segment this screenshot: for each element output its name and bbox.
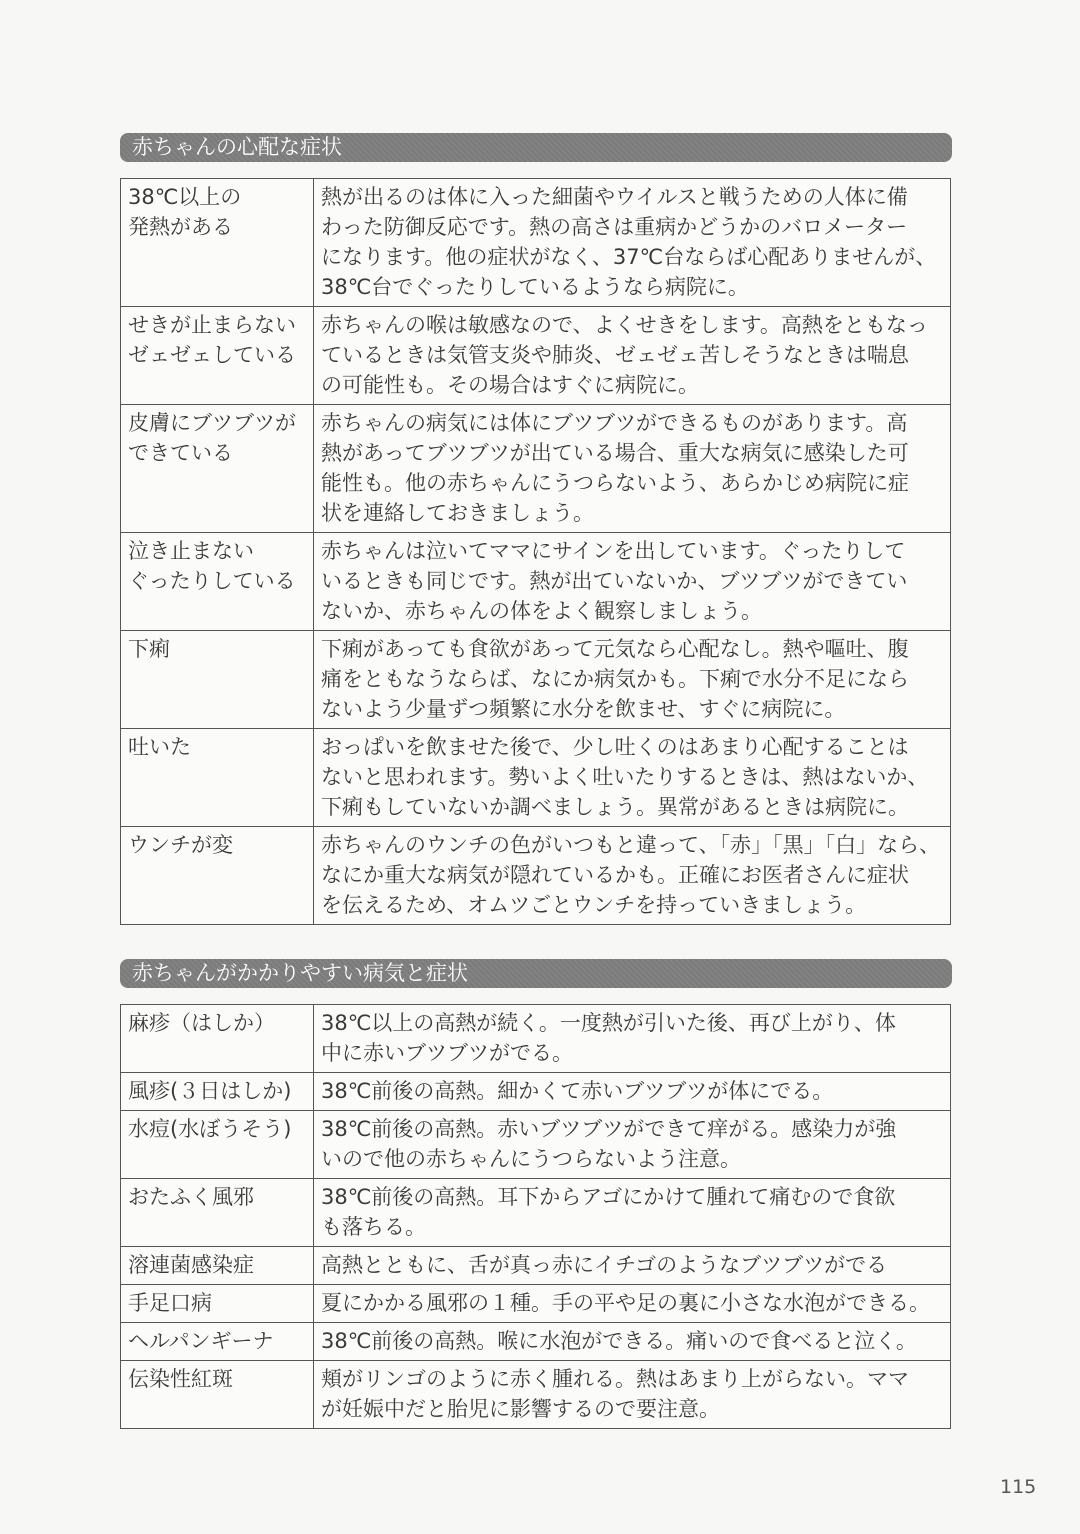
row-description-line: 38℃前後の高熱。喉に水泡ができる。痛いので食べると泣く。 (321, 1329, 917, 1353)
row-description-line: 能性も。他の赤ちゃんにうつらないよう、あらかじめ病院に症 (321, 471, 909, 495)
row-description-line: 38℃前後の高熱。耳下からアゴにかけて腫れて痛むので食欲 (321, 1185, 896, 1209)
row-label (121, 631, 314, 729)
row-description (314, 1247, 951, 1285)
row-label (121, 1361, 314, 1429)
row-label (121, 1285, 314, 1323)
row-description-line: 高熱とともに、舌が真っ赤にイチゴのようなブツブツがでる (321, 1253, 888, 1277)
table-row (121, 533, 951, 631)
row-description-line: おっぱいを飲ませた後で、少し吐くのはあまり心配することは (321, 735, 909, 759)
row-description (314, 827, 951, 925)
row-description (314, 729, 951, 827)
row-description-line: も落ちる。 (321, 1215, 426, 1239)
row-label-line: 溶連菌感染症 (128, 1253, 254, 1277)
table-row (121, 827, 951, 925)
section-common-illnesses (120, 959, 952, 1429)
row-description (314, 1323, 951, 1361)
row-label (121, 827, 314, 925)
row-description-line: の可能性も。その場合はすぐに病院に。 (321, 373, 699, 397)
row-label (121, 1323, 314, 1361)
row-label-line: 下痢 (128, 637, 170, 661)
row-description (314, 1073, 951, 1111)
row-label (121, 307, 314, 405)
row-label-line: 泣き止まない (128, 539, 254, 563)
table-row (121, 1247, 951, 1285)
row-label-line: できている (128, 441, 233, 465)
row-description (314, 533, 951, 631)
row-label (121, 1111, 314, 1179)
row-description (314, 1111, 951, 1179)
row-description-line: 熱があってブツブツが出ている場合、重大な病気に感染した可 (321, 441, 909, 465)
table-row (121, 1005, 951, 1073)
row-label-line: せきが止まらない (128, 313, 296, 337)
row-label-line: 吐いた (128, 735, 191, 759)
table-row (121, 405, 951, 533)
row-description-line: を伝えるため、オムツごとウンチを持っていきましょう。 (321, 893, 867, 917)
row-description-line: が妊娠中だと胎児に影響するので要注意。 (321, 1397, 720, 1421)
row-description-line: なにか重大な病気が隠れているかも。正確にお医者さんに症状 (321, 863, 909, 887)
row-description-line: 下痢もしていないか調べましょう。異常があるときは病院に。 (321, 795, 909, 819)
row-label-line: 水痘(水ぼうそう) (128, 1117, 292, 1141)
row-label-line: おたふく風邪 (128, 1185, 254, 1209)
row-description-line: ないよう少量ずつ頻繁に水分を飲ませ、すぐに病院に。 (321, 697, 846, 721)
row-description-line: 38℃前後の高熱。赤いブツブツができて痒がる。感染力が強 (321, 1117, 897, 1141)
row-label (121, 729, 314, 827)
row-description-line: になります。他の症状がなく、37℃台ならば心配ありませんが、 (321, 245, 937, 269)
row-description-line: 38℃前後の高熱。細かくて赤いブツブツが体にでる。 (321, 1079, 834, 1103)
row-description-line: 夏にかかる風邪の１種。手の平や足の裏に小さな水泡ができる。 (321, 1291, 930, 1315)
row-description-line: 頬がリンゴのように赤く腫れる。熱はあまり上がらない。ママ (321, 1367, 909, 1391)
table-row (121, 1285, 951, 1323)
row-description (314, 405, 951, 533)
row-description-line: 赤ちゃんの病気には体にブツブツができるものがあります。高 (321, 411, 908, 435)
row-description-line: 38℃以上の高熱が続く。一度熱が引いた後、再び上がり、体 (321, 1011, 896, 1035)
row-description (314, 631, 951, 729)
row-label (121, 1005, 314, 1073)
page-number: 115 (1000, 1476, 1037, 1498)
table-row (121, 1323, 951, 1361)
table-row (121, 307, 951, 405)
row-description (314, 1179, 951, 1247)
row-label-line: ぐったりしている (128, 569, 296, 593)
row-label-line: ゼェゼェしている (128, 343, 296, 367)
row-description-line: 赤ちゃんのウンチの色がいつもと違って、「赤」「黒」「白」なら、 (321, 833, 941, 857)
row-description-line: 状を連絡しておきましょう。 (321, 501, 594, 525)
table-row (121, 631, 951, 729)
row-label-line: 麻疹（はしか） (128, 1011, 275, 1035)
row-description-line: 38℃台でぐったりしているようなら病院に。 (321, 275, 749, 299)
table-row (121, 729, 951, 827)
table-row (121, 1073, 951, 1111)
row-description-line: 痛をともなうならば、なにか病気かも。下痢で水分不足になら (321, 667, 909, 691)
row-description-line: ているときは気管支炎や肺炎、ゼェゼェ苦しそうなときは喘息 (321, 343, 909, 367)
row-label (121, 533, 314, 631)
row-label (121, 179, 314, 307)
row-label-line: 風疹(３日はしか) (128, 1079, 292, 1103)
row-description-line: 下痢があっても食欲があって元気なら心配なし。熱や嘔吐、腹 (321, 637, 909, 661)
symptoms-table (120, 178, 951, 925)
section-heading: 赤ちゃんの心配な症状 (120, 133, 952, 162)
row-description (314, 1285, 951, 1323)
row-description (314, 179, 951, 307)
row-label-line: 手足口病 (128, 1291, 212, 1315)
row-label-line: 皮膚にブツブツが (128, 411, 296, 435)
illnesses-table (120, 1004, 951, 1429)
row-description (314, 1005, 951, 1073)
section-baby-worrying-symptoms (120, 133, 952, 925)
row-description-line: 赤ちゃんの喉は敏感なので、よくせきをします。高熱をともなっ (321, 313, 928, 337)
row-description-line: ないか、赤ちゃんの体をよく観察しましょう。 (321, 599, 762, 623)
row-label (121, 1247, 314, 1285)
row-label-line: 発熱がある (128, 215, 233, 239)
table-row (121, 1111, 951, 1179)
row-label (121, 1073, 314, 1111)
row-description-line: 赤ちゃんは泣いてママにサインを出しています。ぐったりして (321, 539, 906, 563)
table-row (121, 1361, 951, 1429)
row-label-line: 伝染性紅斑 (128, 1367, 233, 1391)
row-description-line: いので他の赤ちゃんにうつらないよう注意。 (321, 1147, 741, 1171)
row-label-line: ヘルパンギーナ (128, 1329, 274, 1353)
row-label-line: ウンチが変 (128, 833, 233, 857)
row-description-line: いるときも同じです。熱が出ていないか、ブツブツができてい (321, 569, 908, 593)
row-description-line: わった防御反応です。熱の高さは重病かどうかのバロメーター (321, 215, 908, 239)
row-description-line: 熱が出るのは体に入った細菌やウイルスと戦うための人体に備 (321, 185, 908, 209)
row-description (314, 1361, 951, 1429)
table-row (121, 1179, 951, 1247)
table-row (121, 179, 951, 307)
row-label-line: 38℃以上の (128, 185, 242, 209)
row-label (121, 405, 314, 533)
row-description-line: 中に赤いブツブツがでる。 (321, 1041, 573, 1065)
section-heading: 赤ちゃんがかかりやすい病気と症状 (120, 959, 952, 988)
row-description-line: ないと思われます。勢いよく吐いたりするときは、熱はないか、 (321, 765, 929, 789)
row-label (121, 1179, 314, 1247)
row-description (314, 307, 951, 405)
